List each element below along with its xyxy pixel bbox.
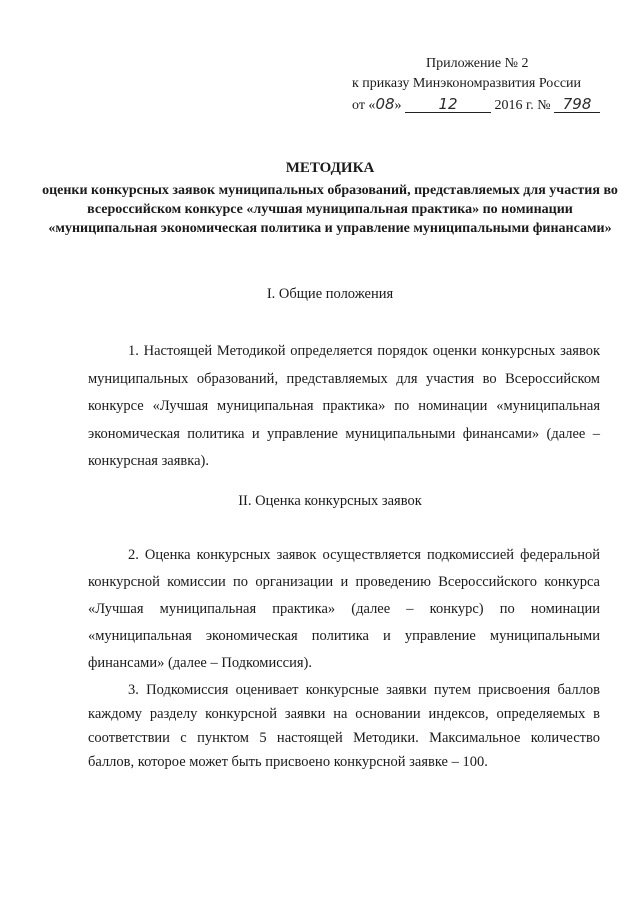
handwritten-day: 08 xyxy=(375,95,395,113)
order-date-line xyxy=(352,94,622,116)
section-heading-evaluation: II. Оценка конкурсных заявок xyxy=(238,493,422,509)
document-subtitle: оценки конкурсных заявок муниципальных образований, представляемых для участия во всероссийском конкурсе «лучшая муниципальная практика» по номинации «муниципальная экономическая политика и управление муниципальными финансами» xyxy=(42,183,618,236)
date-quote-close: » xyxy=(394,98,402,113)
appendix-header xyxy=(352,54,622,116)
paragraph-1: 1. Настоящей Методикой определяется порядок оценки конкурсных заявок муниципальных образований, представляемых для участия во Всероссийском конкурсе «Лучшая муниципальная практика» по номинации «муниципальная экономическая политика и управление муниципальными финансами» (далее – конкурсная заявка). xyxy=(88,343,600,469)
paragraph-2: 2. Оценка конкурсных заявок осуществляется подкомиссией федеральной конкурсной комиссии по организации и проведению Всероссийского конкурса «Лучшая муниципальная практика» (далее – конкурс) по номинации «муниципальная экономическая политика и управление муниципальными финансами» (далее – Подкомиссия). xyxy=(88,547,600,671)
date-prefix: от « xyxy=(352,98,376,113)
section-heading-general: I. Общие положения xyxy=(266,286,394,302)
handwritten-month: 12 xyxy=(405,96,491,113)
year-and-number-label: 2016 г. № xyxy=(494,98,551,113)
document-title: МЕТОДИКА xyxy=(285,160,375,176)
paragraph-3: 3. Подкомиссия оценивает конкурсные заявки путем присвоения баллов каждому разделу конкурсной заявки на основании индексов, определяемых в соответствии с пунктом 5 настоящей Методики. Максимальное количество баллов, которое может быть присвоено конкурсной заявке – 100. xyxy=(88,682,600,770)
order-reference: к приказу Минэкономразвития России xyxy=(352,76,582,91)
handwritten-order-number: 798 xyxy=(554,96,600,113)
appendix-number: Приложение № 2 xyxy=(426,56,529,71)
